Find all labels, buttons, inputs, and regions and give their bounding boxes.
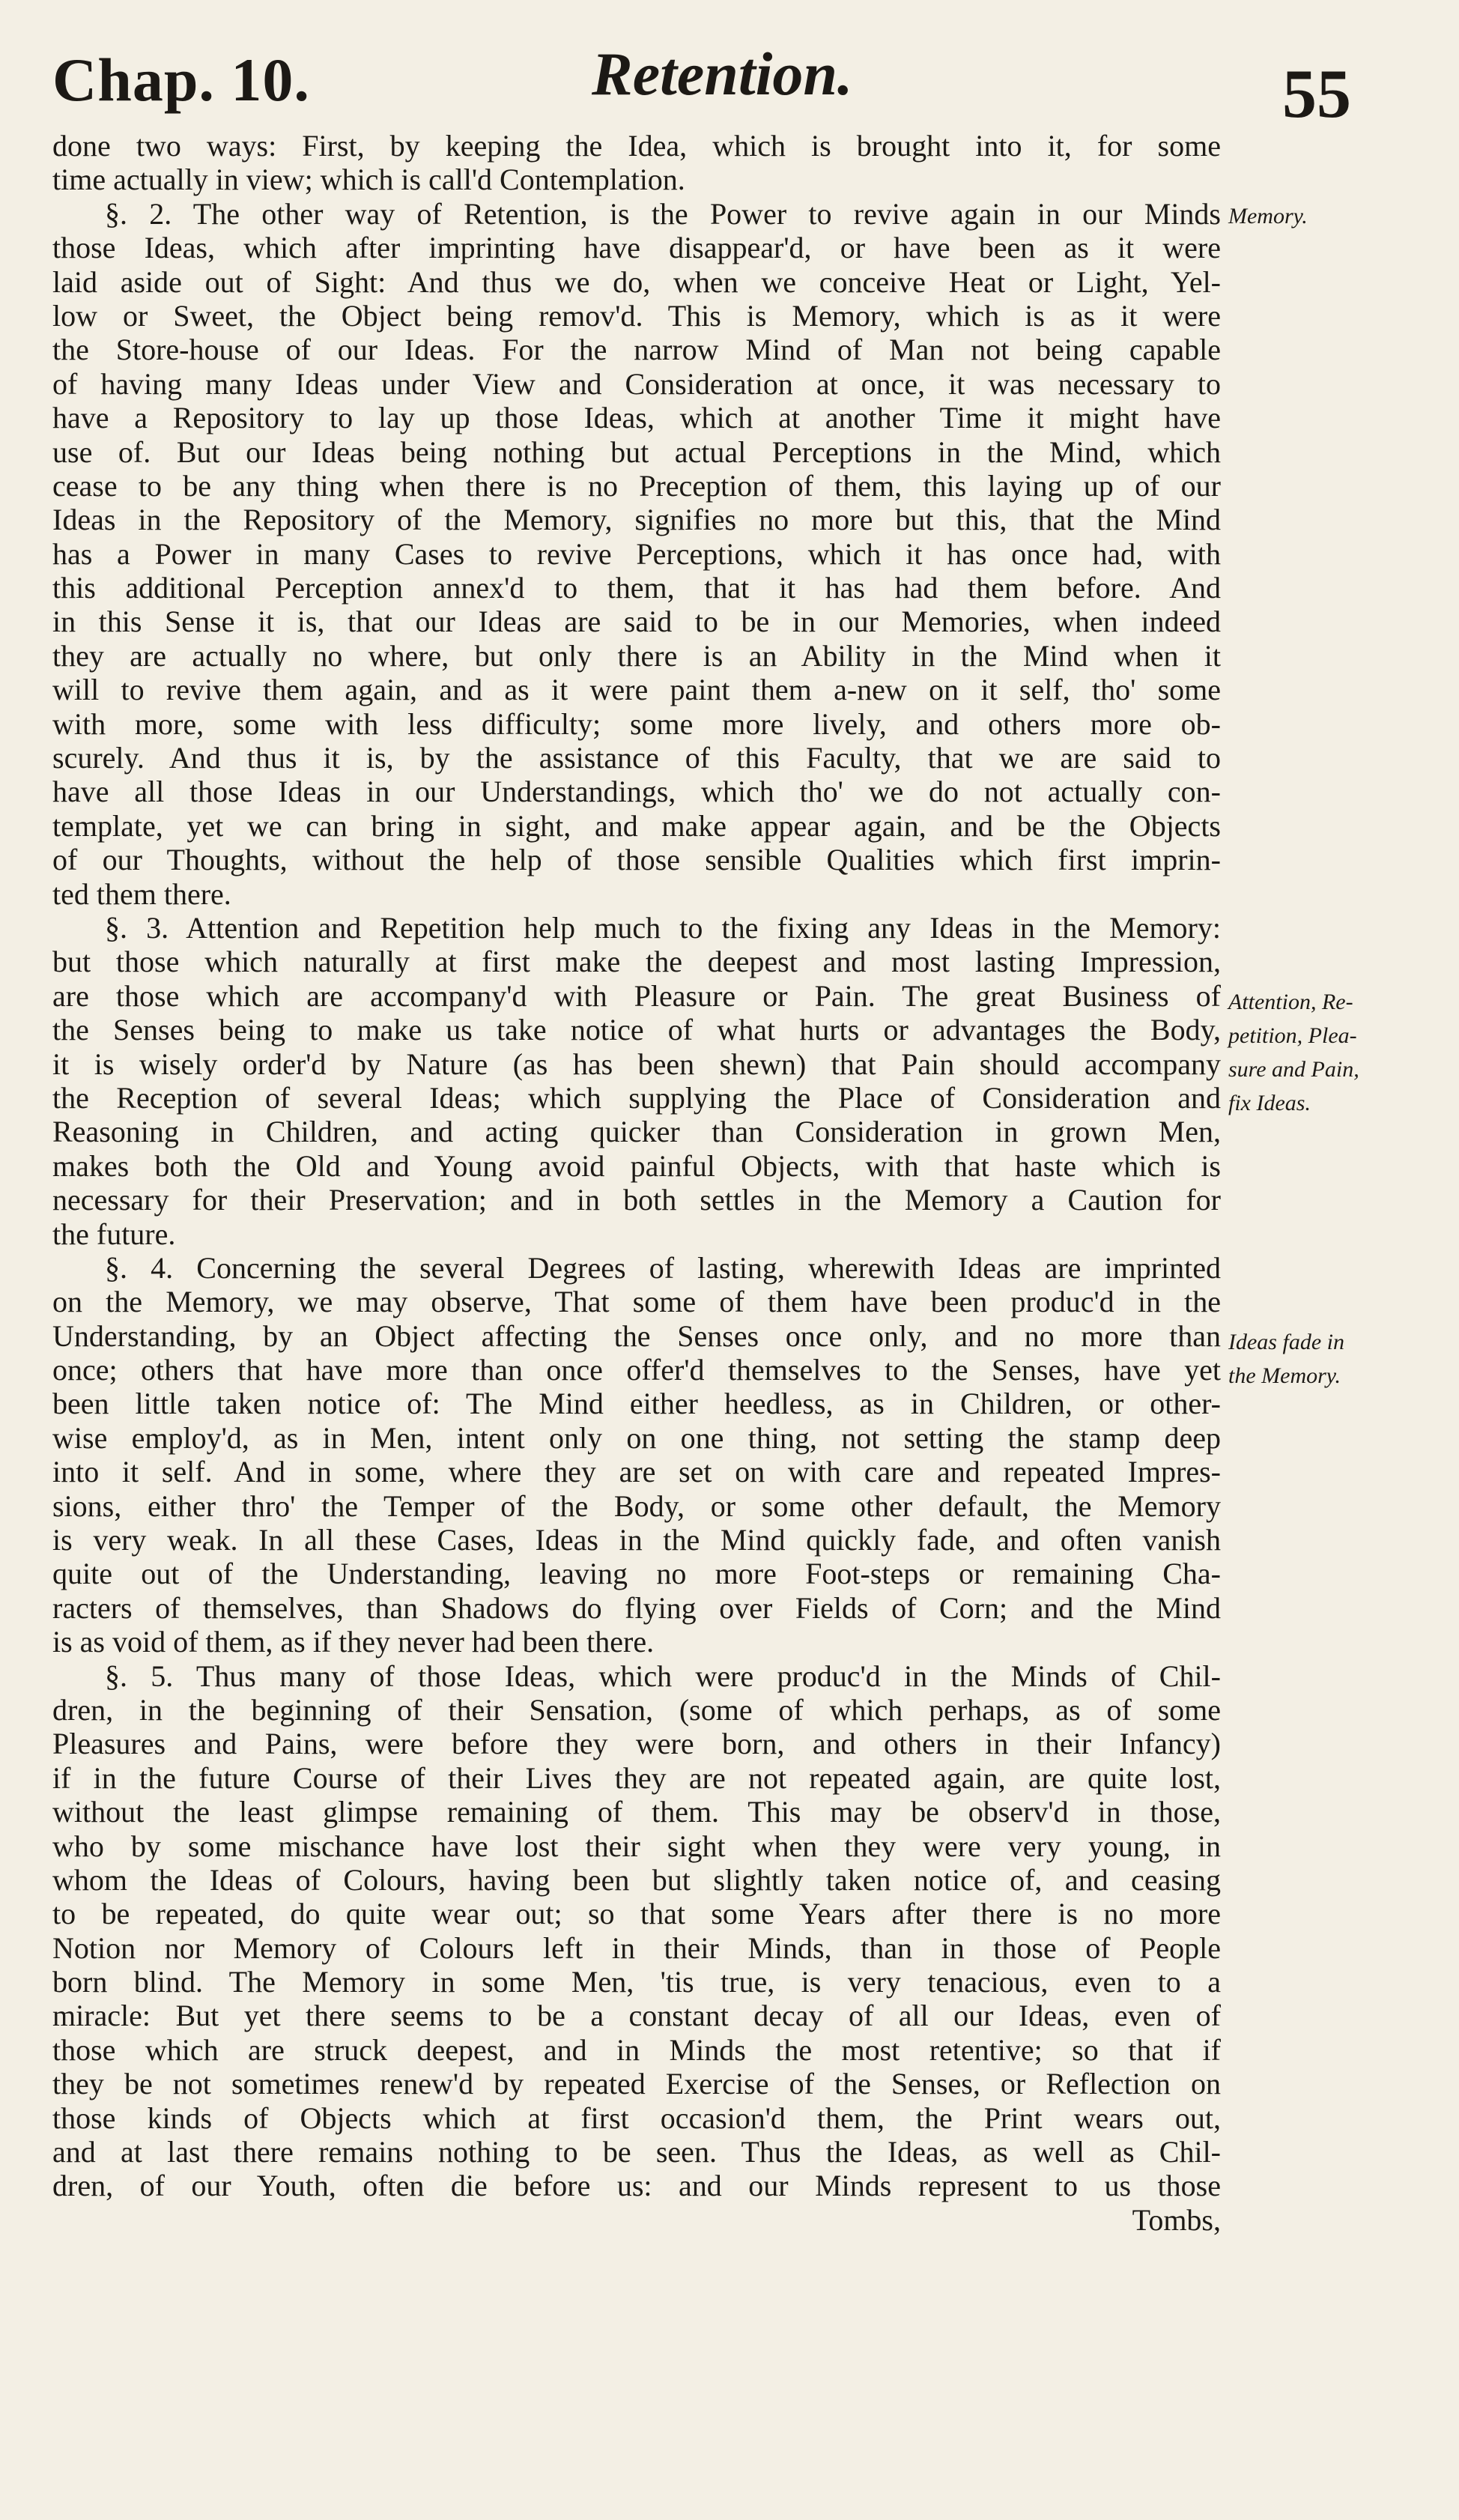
- text-line: cease to be any thing when there is no Preception of them, this laying up of our: [52, 468, 1221, 503]
- text-line: of our Thoughts, without the help of those sensible Qualities which first imprin-: [52, 843, 1221, 877]
- text-line: once; others that have more than once offer'd themselves to the Senses, have yet: [52, 1353, 1221, 1387]
- text-line: laid aside out of Sight: And thus we do, when we conceive Heat or Light, Yel-: [52, 264, 1221, 299]
- text-line: necessary for their Preservation; and in both settles in the Memory a Caution for: [52, 1183, 1221, 1217]
- main-text-block: [52, 129, 1221, 2237]
- text-line: quite out of the Understanding, leaving no more Foot-steps or remaining Cha-: [52, 1557, 1221, 1591]
- text-line: dren, of our Youth, often die before us: and our Minds represent to us those: [52, 2169, 1221, 2203]
- text-line: sions, either thro' the Temper of the Body, or some other default, the Memory: [52, 1488, 1221, 1523]
- text-line: done two ways: First, by keeping the Idea, which is brought into it, for some: [52, 129, 1221, 163]
- text-line: use of. But our Ideas being nothing but actual Perceptions in the Mind, which: [52, 434, 1221, 469]
- text-line: scurely. And thus it is, by the assistance of this Faculty, that we are said to: [52, 741, 1221, 775]
- text-line: Reasoning in Children, and acting quicker than Consideration in grown Men,: [52, 1115, 1221, 1149]
- text-line: the future.: [52, 1217, 176, 1251]
- text-line: have all those Ideas in our Understandings, which tho' we do not actually con-: [52, 775, 1221, 809]
- page-number: 55: [1282, 55, 1351, 132]
- text-line: wise employ'd, as in Men, intent only on one thing, not setting the stamp deep: [52, 1420, 1221, 1455]
- text-line: they be not sometimes renew'd by repeated Exercise of the Senses, or Reflection on: [52, 2067, 1221, 2101]
- text-line: been little taken notice of: The Mind either heedless, as in Children, or other-: [52, 1387, 1221, 1421]
- text-line: in this Sense it is, that our Ideas are said to be in our Memories, when indeed: [52, 605, 1221, 639]
- text-line: who by some mischance have lost their sight when they were very young, in: [52, 1829, 1221, 1863]
- text-line: §. 3. Attention and Repetition help much to the fixing any Ideas in the Memory:: [105, 910, 1221, 945]
- text-line: Pleasures and Pains, were before they were born, and others in their Infancy): [52, 1727, 1221, 1761]
- text-line: has a Power in many Cases to revive Perceptions, which it has once had, with: [52, 536, 1221, 571]
- text-line: is as void of them, as if they never had been there.: [52, 1625, 655, 1659]
- text-line: the Store-house of our Ideas. For the narrow Mind of Man not being capable: [52, 333, 1221, 367]
- text-line: ted them there.: [52, 876, 231, 911]
- text-line: but those which naturally at first make the deepest and most lasting Impression,: [52, 945, 1221, 979]
- text-line: have a Repository to lay up those Ideas, which at another Time it might have: [52, 401, 1221, 435]
- margin-note-attention-2: petition, Plea-: [1228, 1023, 1357, 1048]
- text-line: §. 2. The other way of Retention, is the Power to revive again in our Minds: [105, 196, 1221, 231]
- text-line: they are actually no where, but only there is an Ability in the Mind when it: [52, 638, 1221, 673]
- text-line: of having many Ideas under View and Consideration at once, it was necessary to: [52, 366, 1221, 401]
- text-line: this additional Perception annex'd to them, that it has had them before. And: [52, 571, 1221, 605]
- text-line: dren, in the beginning of their Sensation, (some of which perhaps, as of some: [52, 1692, 1221, 1727]
- running-header: [46, 31, 1380, 132]
- margin-note-attention-3: sure and Pain,: [1228, 1057, 1359, 1082]
- text-line: to be repeated, do quite wear out; so that some Years after there is no more: [52, 1897, 1221, 1931]
- running-title: Retention.: [592, 40, 853, 108]
- text-line: on the Memory, we may observe, That some of them have been produc'd in the: [52, 1285, 1221, 1319]
- text-line: is very weak. In all these Cases, Ideas in the Mind quickly fade, and often vanish: [52, 1523, 1221, 1557]
- text-line: miracle: But yet there seems to be a constant decay of all our Ideas, even of: [52, 1999, 1221, 2033]
- text-line: low or Sweet, the Object being remov'd. This is Memory, which is as it were: [52, 298, 1221, 333]
- text-line: racters of themselves, than Shadows do flying over Fields of Corn; and the Mind: [52, 1590, 1221, 1625]
- text-line: the Reception of several Ideas; which supplying the Place of Consideration and: [52, 1080, 1221, 1115]
- margin-note-memory: Memory.: [1228, 204, 1308, 228]
- text-line: Ideas in the Repository of the Memory, signifies no more but this, that the Mind: [52, 503, 1221, 537]
- text-line: the Senses being to make us take notice of what hurts or advantages the Body,: [52, 1013, 1221, 1047]
- text-line: born blind. The Memory in some Men, 'tis true, is very tenacious, even to a: [52, 1965, 1221, 1999]
- text-line: template, yet we can bring in sight, and make appear again, and be the Objects: [52, 808, 1221, 843]
- text-line: §. 5. Thus many of those Ideas, which were produc'd in the Minds of Chil-: [105, 1659, 1221, 1693]
- text-line: §. 4. Concerning the several Degrees of lasting, wherewith Ideas are imprinted: [105, 1250, 1221, 1285]
- margin-note-ideas-fade-2: the Memory.: [1228, 1363, 1341, 1388]
- text-line: without the least glimpse remaining of them. This may be observ'd in those,: [52, 1795, 1221, 1829]
- text-line: makes both the Old and Young avoid painful Objects, with that haste which is: [52, 1148, 1221, 1183]
- text-line: are those which are accompany'd with Pleasure or Pain. The great Business of: [52, 978, 1221, 1013]
- text-line: it is wisely order'd by Nature (as has been shewn) that Pain should accompany: [52, 1047, 1221, 1081]
- text-line: if in the future Course of their Lives they are not repeated again, are quite lost,: [52, 1760, 1221, 1795]
- text-line: will to revive them again, and as it were paint them a-new on it self, tho' some: [52, 673, 1221, 707]
- catchword: Tombs,: [1132, 2202, 1221, 2237]
- text-line: whom the Ideas of Colours, having been but slightly taken notice of, and ceasing: [52, 1862, 1221, 1897]
- text-line: those Ideas, which after imprinting have disappear'd, or have been as it were: [52, 231, 1221, 265]
- margin-note-attention-4: fix Ideas.: [1228, 1091, 1311, 1115]
- text-line: those which are struck deepest, and in Minds the most retentive; so that if: [52, 2032, 1221, 2067]
- chapter-label: Chap. 10.: [52, 46, 310, 114]
- text-line: Notion nor Memory of Colours left in their Minds, than in those of People: [52, 1930, 1221, 1965]
- text-line: with more, some with less difficulty; some more lively, and others more ob-: [52, 706, 1221, 741]
- text-line: into it self. And in some, where they are set on with care and repeated Impres-: [52, 1455, 1221, 1489]
- margin-note-ideas-fade-1: Ideas fade in: [1228, 1330, 1344, 1354]
- text-line: those kinds of Objects which at first occasion'd them, the Print wears out,: [52, 2100, 1221, 2135]
- margin-note-attention-1: Attention, Re-: [1228, 990, 1353, 1014]
- text-line: and at last there remains nothing to be seen. Thus the Ideas, as well as Chil-: [52, 2135, 1221, 2169]
- text-line: time actually in view; which is call'd Contemplation.: [52, 163, 685, 197]
- text-line: Understanding, by an Object affecting the Senses once only, and no more than: [52, 1318, 1221, 1353]
